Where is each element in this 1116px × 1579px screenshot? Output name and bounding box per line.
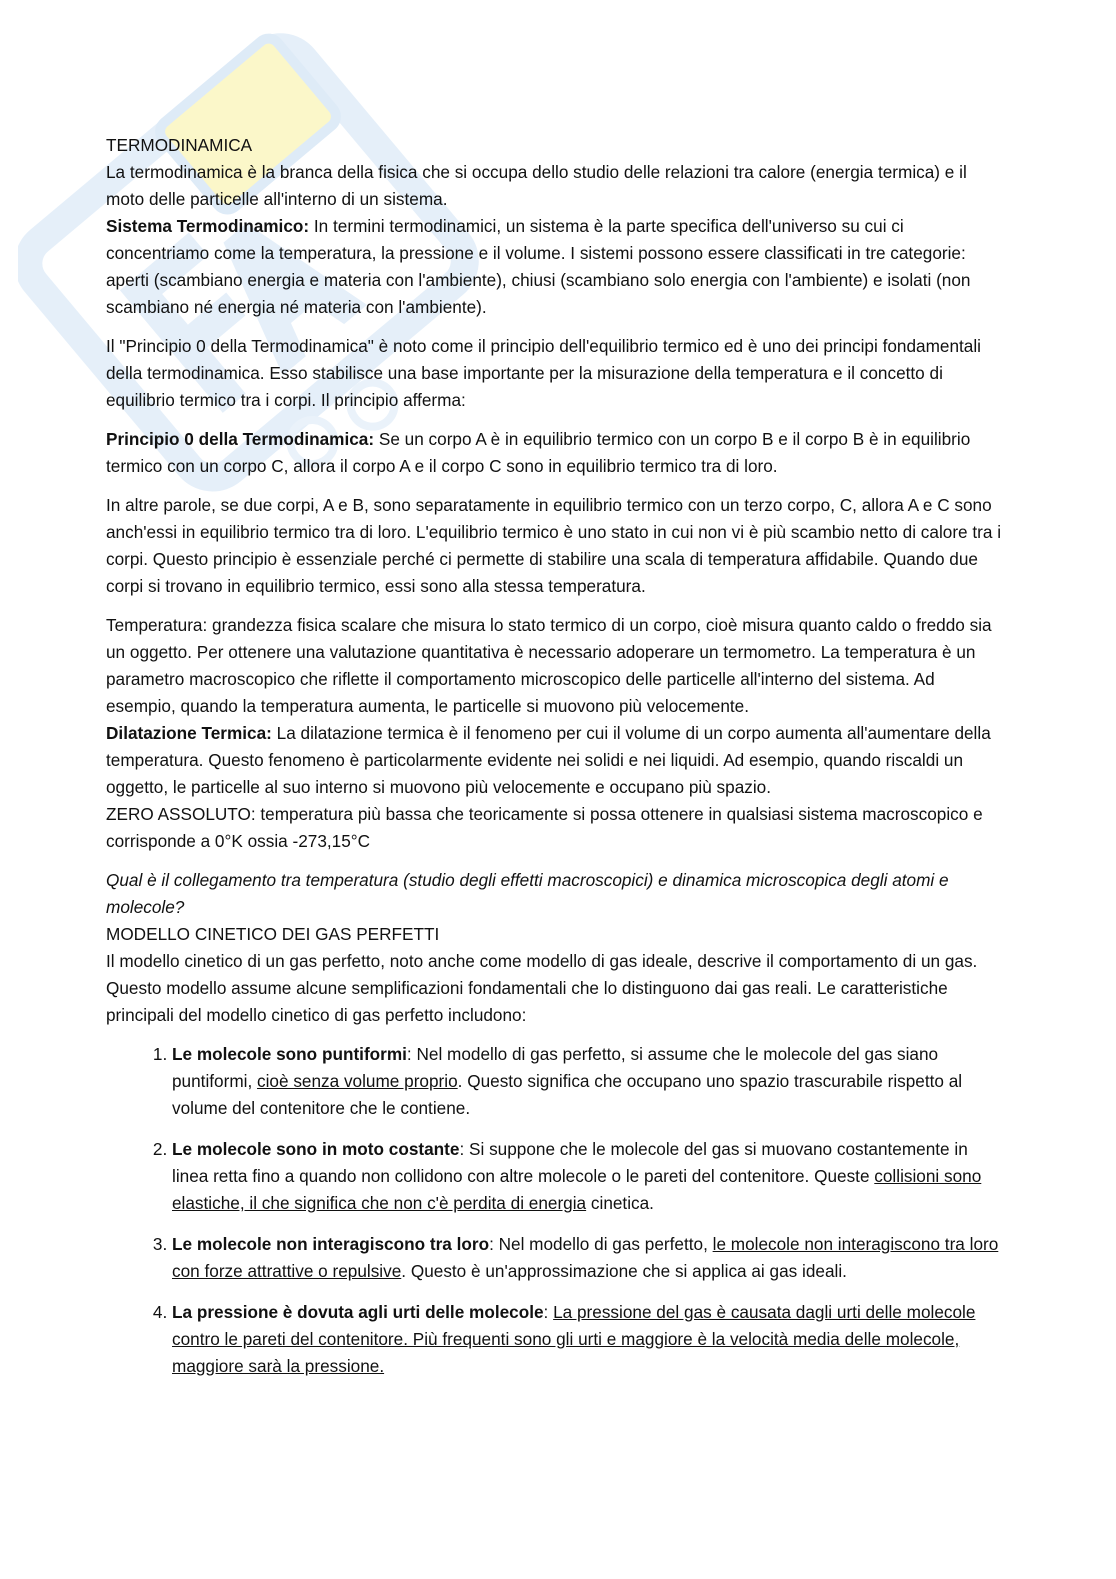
- list-item: [172, 1231, 1006, 1285]
- list-item-underline: La pressione del gas è causata dagli urti delle molecole contro le pareti del contenitore. Più frequenti sono gli urti e maggiore è la velocità media delle molecole, maggiore sarà la pressione.: [172, 1302, 976, 1376]
- principio-label: Principio 0 della Termodinamica:: [106, 429, 375, 449]
- temperatura-paragraph: Temperatura: grandezza fisica scalare che misura lo stato termico di un corpo, cioè misura quanto caldo o freddo sia un oggetto. Per ottenere una valutazione quantitativa è necessario adoperare un termometro. La temperatura è un parametro macroscopico che riflette il comportamento microscopico delle particelle all'interno del sistema. Ad esempio, quando la temperatura aumenta, le particelle si muovono più velocemente.: [106, 615, 992, 716]
- zero-assoluto-paragraph: ZERO ASSOLUTO: temperatura più bassa che teoricamente si possa ottenere in qualsiasi sistema macroscopico e corrisponde a 0°K ossia -273,15°C: [106, 804, 983, 851]
- modello-title: MODELLO CINETICO DEI GAS PERFETTI: [106, 924, 440, 944]
- list-item-underline: collisioni sono elastiche, il che significa che non c'è perdita di energia: [172, 1166, 982, 1213]
- list-item: [172, 1136, 1006, 1217]
- list-item-post: . Questo significa che occupano uno spazio trascurabile rispetto al volume del contenitore che le contiene.: [172, 1071, 963, 1118]
- principio-intro-paragraph: Il "Principio 0 della Termodinamica" è noto come il principio dell'equilibrio termico ed è uno dei principi fondamentali della termodinamica. Esso stabilisce una base importante per la misurazione della temperatura e il concetto di equilibrio termico tra i corpi. Il principio afferma:: [106, 336, 981, 410]
- list-item-pre: : Si suppone che le molecole del gas si muovano costantemente in linea retta fino a quando non collidono con altre molecole o le pareti del contenitore. Queste: [172, 1139, 968, 1186]
- document-page: [106, 132, 1006, 1394]
- list-item-underline: le molecole non interagiscono tra loro con forze attrattive o repulsive: [172, 1234, 999, 1281]
- list-item-underline: cioè senza volume proprio: [257, 1071, 458, 1091]
- list-item: [172, 1041, 1006, 1122]
- list-item-post: . Questo è un'approssimazione che si applica ai gas ideali.: [401, 1261, 847, 1281]
- altre-parole-paragraph: In altre parole, se due corpi, A e B, sono separatamente in equilibrio termico con un terzo corpo, C, allora A e C sono anch'essi in equilibrio termico tra di loro. L'equilibrio termico è uno stato in cui non vi è più scambio netto di calore tra i corpi. Questo principio è essenziale perché ci permette di stabilire una scala di temperatura affidabile. Quando due corpi si trovano in equilibrio termico, essi sono alla stessa temperatura.: [106, 495, 1002, 596]
- dilatazione-text: La dilatazione termica è il fenomeno per cui il volume di un corpo aumenta all'aumentare della temperatura. Questo fenomeno è particolarmente evidente nei solidi e nei liquidi. Ad esempio, quando riscaldi un oggetto, le particelle al suo interno si muovono più velocemente e occupano più spazio.: [106, 723, 991, 797]
- principio-paragraph: [106, 426, 1006, 480]
- list-item-bold: Le molecole non interagiscono tra loro: [172, 1234, 490, 1254]
- list-item-pre: : Nel modello di gas perfetto,: [489, 1234, 713, 1254]
- caratteristiche-list: [106, 1041, 1006, 1380]
- sistema-label: Sistema Termodinamico:: [106, 216, 310, 236]
- list-item-bold: Le molecole sono puntiformi: [172, 1044, 407, 1064]
- domanda-paragraph: [106, 867, 1006, 921]
- list-item-pre: :: [543, 1302, 554, 1322]
- modello-intro-paragraph: Il modello cinetico di un gas perfetto, noto anche come modello di gas ideale, descrive il comportamento di un gas. Questo modello assume alcune semplificazioni fondamentali che lo distinguono dai gas reali. Le caratteristiche principali del modello cinetico di gas perfetto includono:: [106, 951, 978, 1025]
- dilatazione-label: Dilatazione Termica:: [106, 723, 272, 743]
- intro-paragraph: La termodinamica è la branca della fisica che si occupa dello studio delle relazioni tra calore (energia termica) e il moto delle particelle all'interno di un sistema.: [106, 162, 967, 209]
- domanda-text: Qual è il collegamento tra temperatura (studio degli effetti macroscopici) e dinamica microscopica degli atomi e molecole?: [106, 870, 949, 917]
- document-title: TERMODINAMICA: [106, 135, 253, 155]
- principio-text: Se un corpo A è in equilibrio termico con un corpo B e il corpo B è in equilibrio termico con un corpo C, allora il corpo A e il corpo C sono in equilibrio termico tra di loro.: [106, 429, 971, 476]
- list-item-bold: La pressione è dovuta agli urti delle molecole: [172, 1302, 544, 1322]
- sistema-paragraph: [106, 213, 1006, 321]
- list-item: [172, 1299, 1006, 1380]
- sistema-text: In termini termodinamici, un sistema è la parte specifica dell'universo su cui ci concentriamo come la temperatura, la pressione e il volume. I sistemi possono essere classificati in tre categorie: aperti (scambiano energia e materia con l'ambiente), chiusi (scambiano solo energia con l'ambiente) e isolati (non scambiano né energia né materia con l'ambiente).: [106, 216, 971, 317]
- list-item-pre: : Nel modello di gas perfetto, si assume che le molecole del gas siano puntiformi,: [172, 1044, 939, 1091]
- list-item-bold: Le molecole sono in moto costante: [172, 1139, 460, 1159]
- list-item-post: cinetica.: [586, 1193, 654, 1213]
- dilatazione-paragraph: [106, 720, 1006, 801]
